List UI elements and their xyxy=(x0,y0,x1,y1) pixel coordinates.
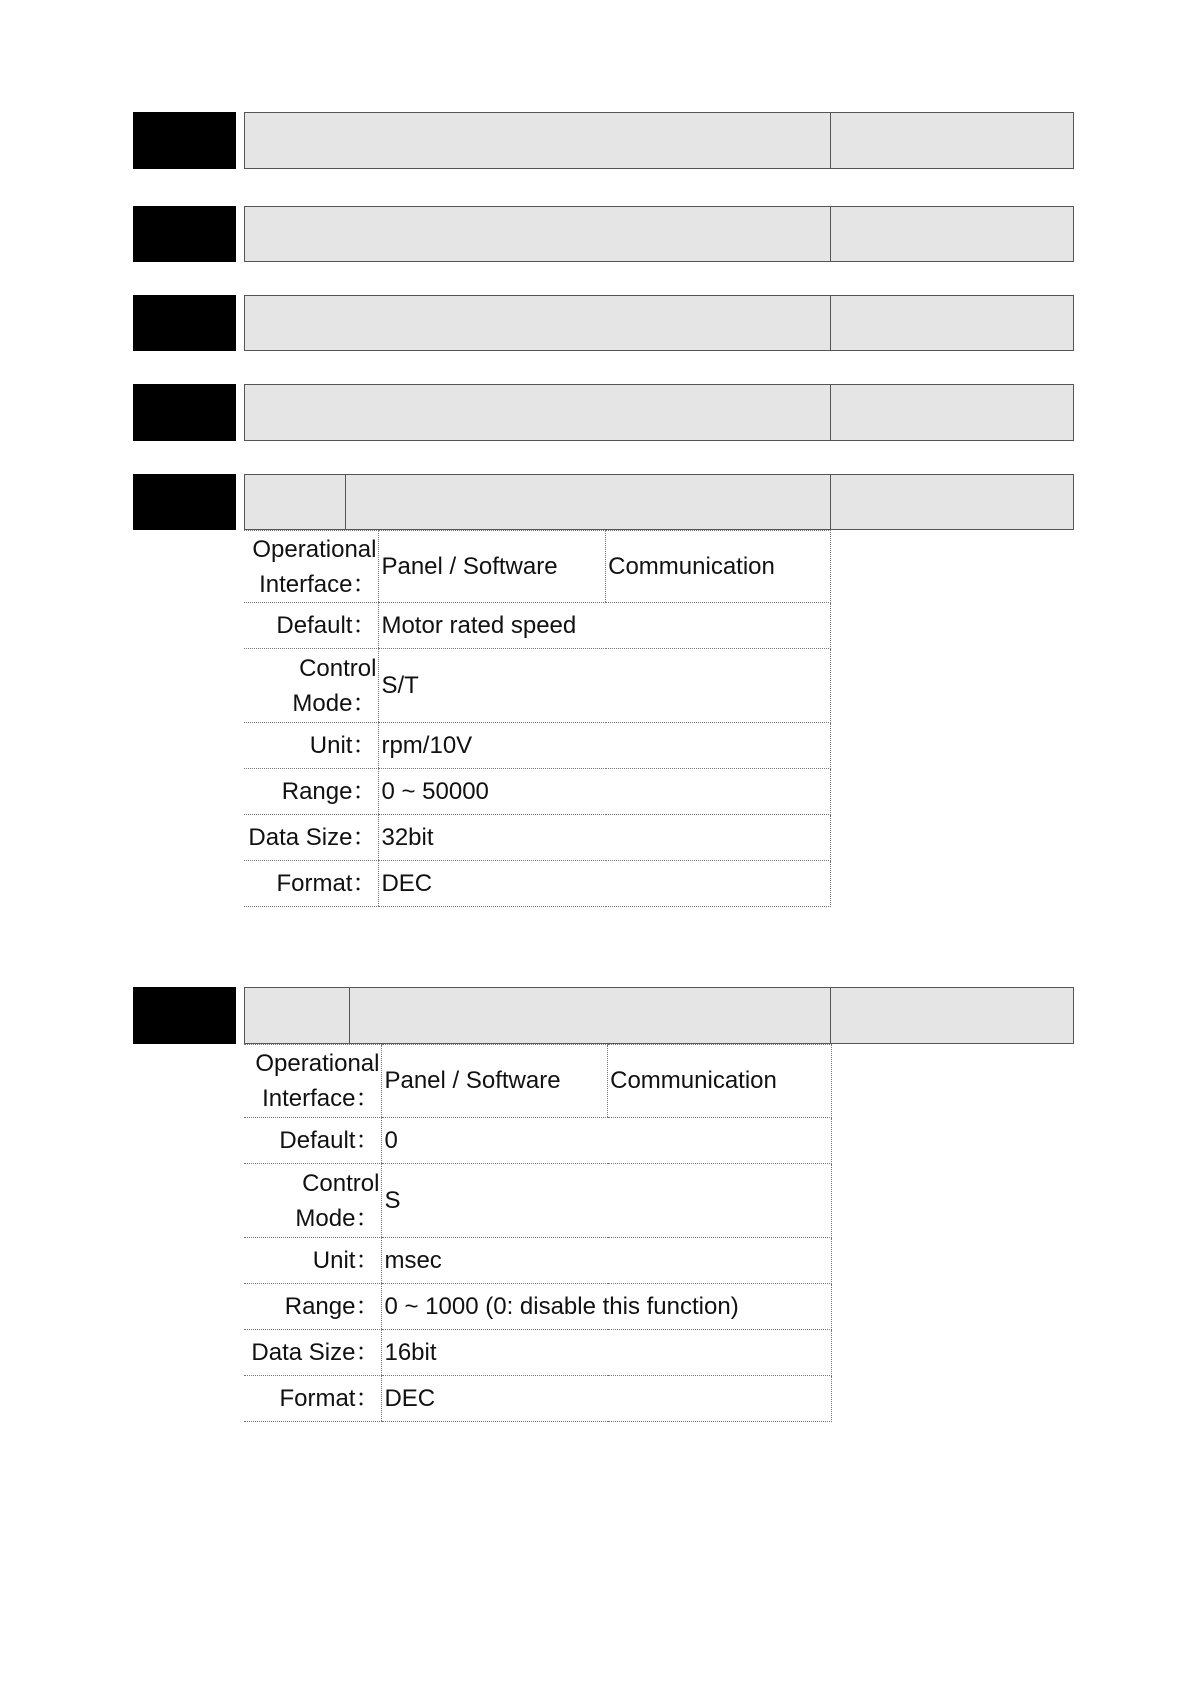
op-value-communication: Communication xyxy=(608,1045,832,1118)
range-label: Range： xyxy=(244,769,379,815)
param-header-bar-2 xyxy=(244,206,1074,262)
unit-value: rpm/10V xyxy=(379,723,831,769)
table-row xyxy=(244,769,831,815)
table-row xyxy=(244,815,831,861)
range-label: Range： xyxy=(244,1284,382,1330)
format-label: Format： xyxy=(244,1376,382,1422)
param-code-block-6 xyxy=(133,987,236,1044)
range-value: 0 ~ 50000 xyxy=(379,769,831,815)
param-header-bar-6 xyxy=(244,987,1074,1044)
param-header-right-cell xyxy=(830,207,1075,261)
table-row xyxy=(244,1164,832,1238)
param-name-cell xyxy=(349,988,830,1043)
range-value: 0 ~ 1000 (0: disable this function) xyxy=(382,1284,832,1330)
table-row xyxy=(244,649,831,723)
operational-interface-row xyxy=(244,1045,832,1118)
op-value-panel-software: Panel / Software xyxy=(379,531,606,603)
default-value: 0 xyxy=(382,1118,832,1164)
param-code-block-2 xyxy=(133,206,236,262)
param-header-right-cell xyxy=(830,475,1075,529)
param-header-right-cell xyxy=(830,296,1075,350)
data-size-label: Data Size： xyxy=(244,815,379,861)
operational-interface-label: Operational Interface： xyxy=(244,531,379,603)
param-header-bar-3 xyxy=(244,295,1074,351)
default-value: Motor rated speed xyxy=(379,603,831,649)
param-header-right-cell xyxy=(830,988,1075,1043)
table-row xyxy=(244,1376,832,1422)
format-value: DEC xyxy=(379,861,831,907)
table-row xyxy=(244,861,831,907)
param-header-right-cell xyxy=(830,113,1075,168)
param-detail-table-2 xyxy=(244,1044,832,1422)
table-row xyxy=(244,1238,832,1284)
param-header-bar-1 xyxy=(244,112,1074,169)
format-label: Format： xyxy=(244,861,379,907)
param-header-right-cell xyxy=(830,385,1075,440)
table-row xyxy=(244,723,831,769)
param-header-bar-5 xyxy=(244,474,1074,530)
control-mode-label: Control Mode： xyxy=(244,1164,382,1238)
table-row xyxy=(244,1330,832,1376)
param-code-block-5 xyxy=(133,474,236,530)
param-code-block-4 xyxy=(133,384,236,441)
param-code-block-1 xyxy=(133,112,236,169)
unit-label: Unit： xyxy=(244,1238,382,1284)
table-row xyxy=(244,1118,832,1164)
param-code-block-3 xyxy=(133,295,236,351)
data-size-label: Data Size： xyxy=(244,1330,382,1376)
table-row xyxy=(244,1284,832,1330)
param-header-bar-4 xyxy=(244,384,1074,441)
data-size-value: 32bit xyxy=(379,815,831,861)
control-mode-value: S xyxy=(382,1164,832,1238)
table-row xyxy=(244,603,831,649)
control-mode-label: Control Mode： xyxy=(244,649,379,723)
operational-interface-label: Operational Interface： xyxy=(244,1045,382,1118)
data-size-value: 16bit xyxy=(382,1330,832,1376)
default-label: Default： xyxy=(244,603,379,649)
param-detail-table-1 xyxy=(244,530,831,907)
op-value-panel-software: Panel / Software xyxy=(382,1045,608,1118)
param-name-cell xyxy=(345,475,830,529)
control-mode-value: S/T xyxy=(379,649,831,723)
unit-value: msec xyxy=(382,1238,832,1284)
unit-label: Unit： xyxy=(244,723,379,769)
format-value: DEC xyxy=(382,1376,832,1422)
default-label: Default： xyxy=(244,1118,382,1164)
op-value-communication: Communication xyxy=(606,531,831,603)
operational-interface-row xyxy=(244,531,831,603)
